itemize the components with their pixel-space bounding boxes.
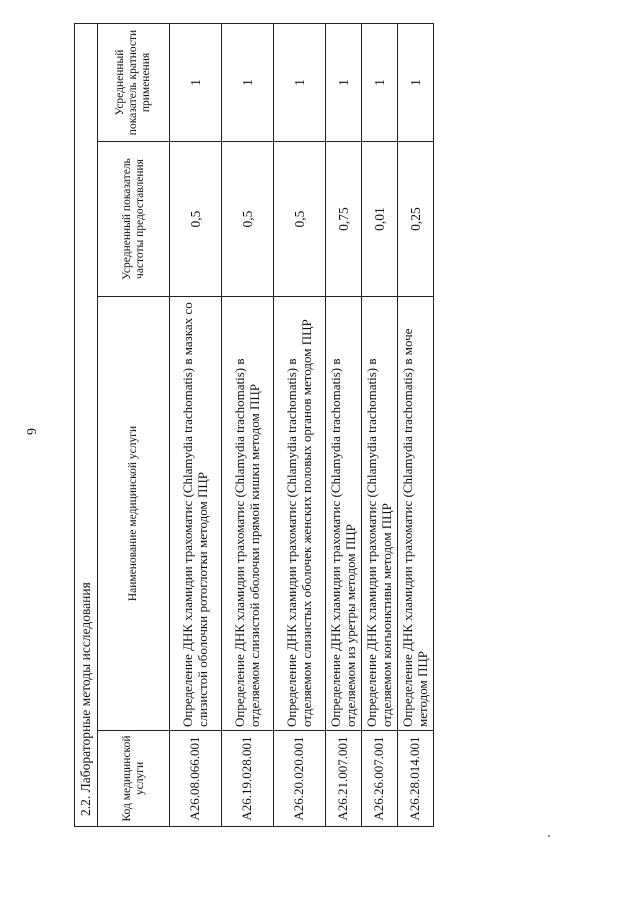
rotated-table-container <box>74 24 431 827</box>
table-row <box>170 23 222 826</box>
multiplicity-value: 1 <box>222 23 274 141</box>
service-code: A26.20.020.001 <box>274 731 326 827</box>
service-name: Определение ДНК хламидии трахоматис (Chlamydia trachomatis) в мазках со слизистой оболочки ротоглотки методом ПЦР <box>170 297 222 731</box>
table-row <box>274 23 326 826</box>
frequency-value: 0,01 <box>362 142 398 297</box>
service-name: Определение ДНК хламидии трахоматис (Chlamydia trachomatis) в отделяемом из уретры методом ПЦР <box>326 297 362 731</box>
service-code: A26.21.007.001 <box>326 731 362 827</box>
service-code: A26.26.007.001 <box>362 731 398 827</box>
section-row <box>75 23 98 826</box>
multiplicity-value: 1 <box>274 23 326 141</box>
service-code: A26.19.028.001 <box>222 731 274 827</box>
header-frequency: Усредненный показатель частоты предоставления <box>98 142 170 297</box>
frequency-value: 0,25 <box>398 142 434 297</box>
header-multiplicity: Усредненный показатель кратности применения <box>98 23 170 141</box>
service-name: Определение ДНК хламидии трахоматис (Chlamydia trachomatis) в отделяемом конъюнктивы методом ПЦР <box>362 297 398 731</box>
multiplicity-value: 1 <box>170 23 222 141</box>
frequency-value: 0,5 <box>274 142 326 297</box>
service-code: A26.08.066.001 <box>170 731 222 827</box>
header-row <box>98 23 170 826</box>
header-code: Код медицинской услуги <box>98 731 170 827</box>
table-row <box>398 23 434 826</box>
multiplicity-value: 1 <box>398 23 434 141</box>
service-name: Определение ДНК хламидии трахоматис (Chlamydia trachomatis) в отделяемом слизистой оболочки прямой кишки методом ПЦР <box>222 297 274 731</box>
table-row <box>222 23 274 826</box>
service-name: Определение ДНК хламидии трахоматис (Chlamydia trachomatis) в отделяемом слизистых оболочек женских половых органов методом ПЦР <box>274 297 326 731</box>
section-title: 2.2. Лабораторные методы исследования <box>75 23 98 826</box>
services-table <box>74 23 434 827</box>
frequency-value: 0,75 <box>326 142 362 297</box>
multiplicity-value: 1 <box>326 23 362 141</box>
table-row <box>362 23 398 826</box>
scan-speck <box>548 835 550 837</box>
frequency-value: 0,5 <box>170 142 222 297</box>
page-number: 6 <box>23 428 38 435</box>
header-name: Наименование медицинской услуги <box>98 297 170 731</box>
service-code: A26.28.014.001 <box>398 731 434 827</box>
frequency-value: 0,5 <box>222 142 274 297</box>
table-row <box>326 23 362 826</box>
service-name: Определение ДНК хламидии трахоматис (Chlamydia trachomatis) в моче методом ПЦР <box>398 297 434 731</box>
multiplicity-value: 1 <box>362 23 398 141</box>
